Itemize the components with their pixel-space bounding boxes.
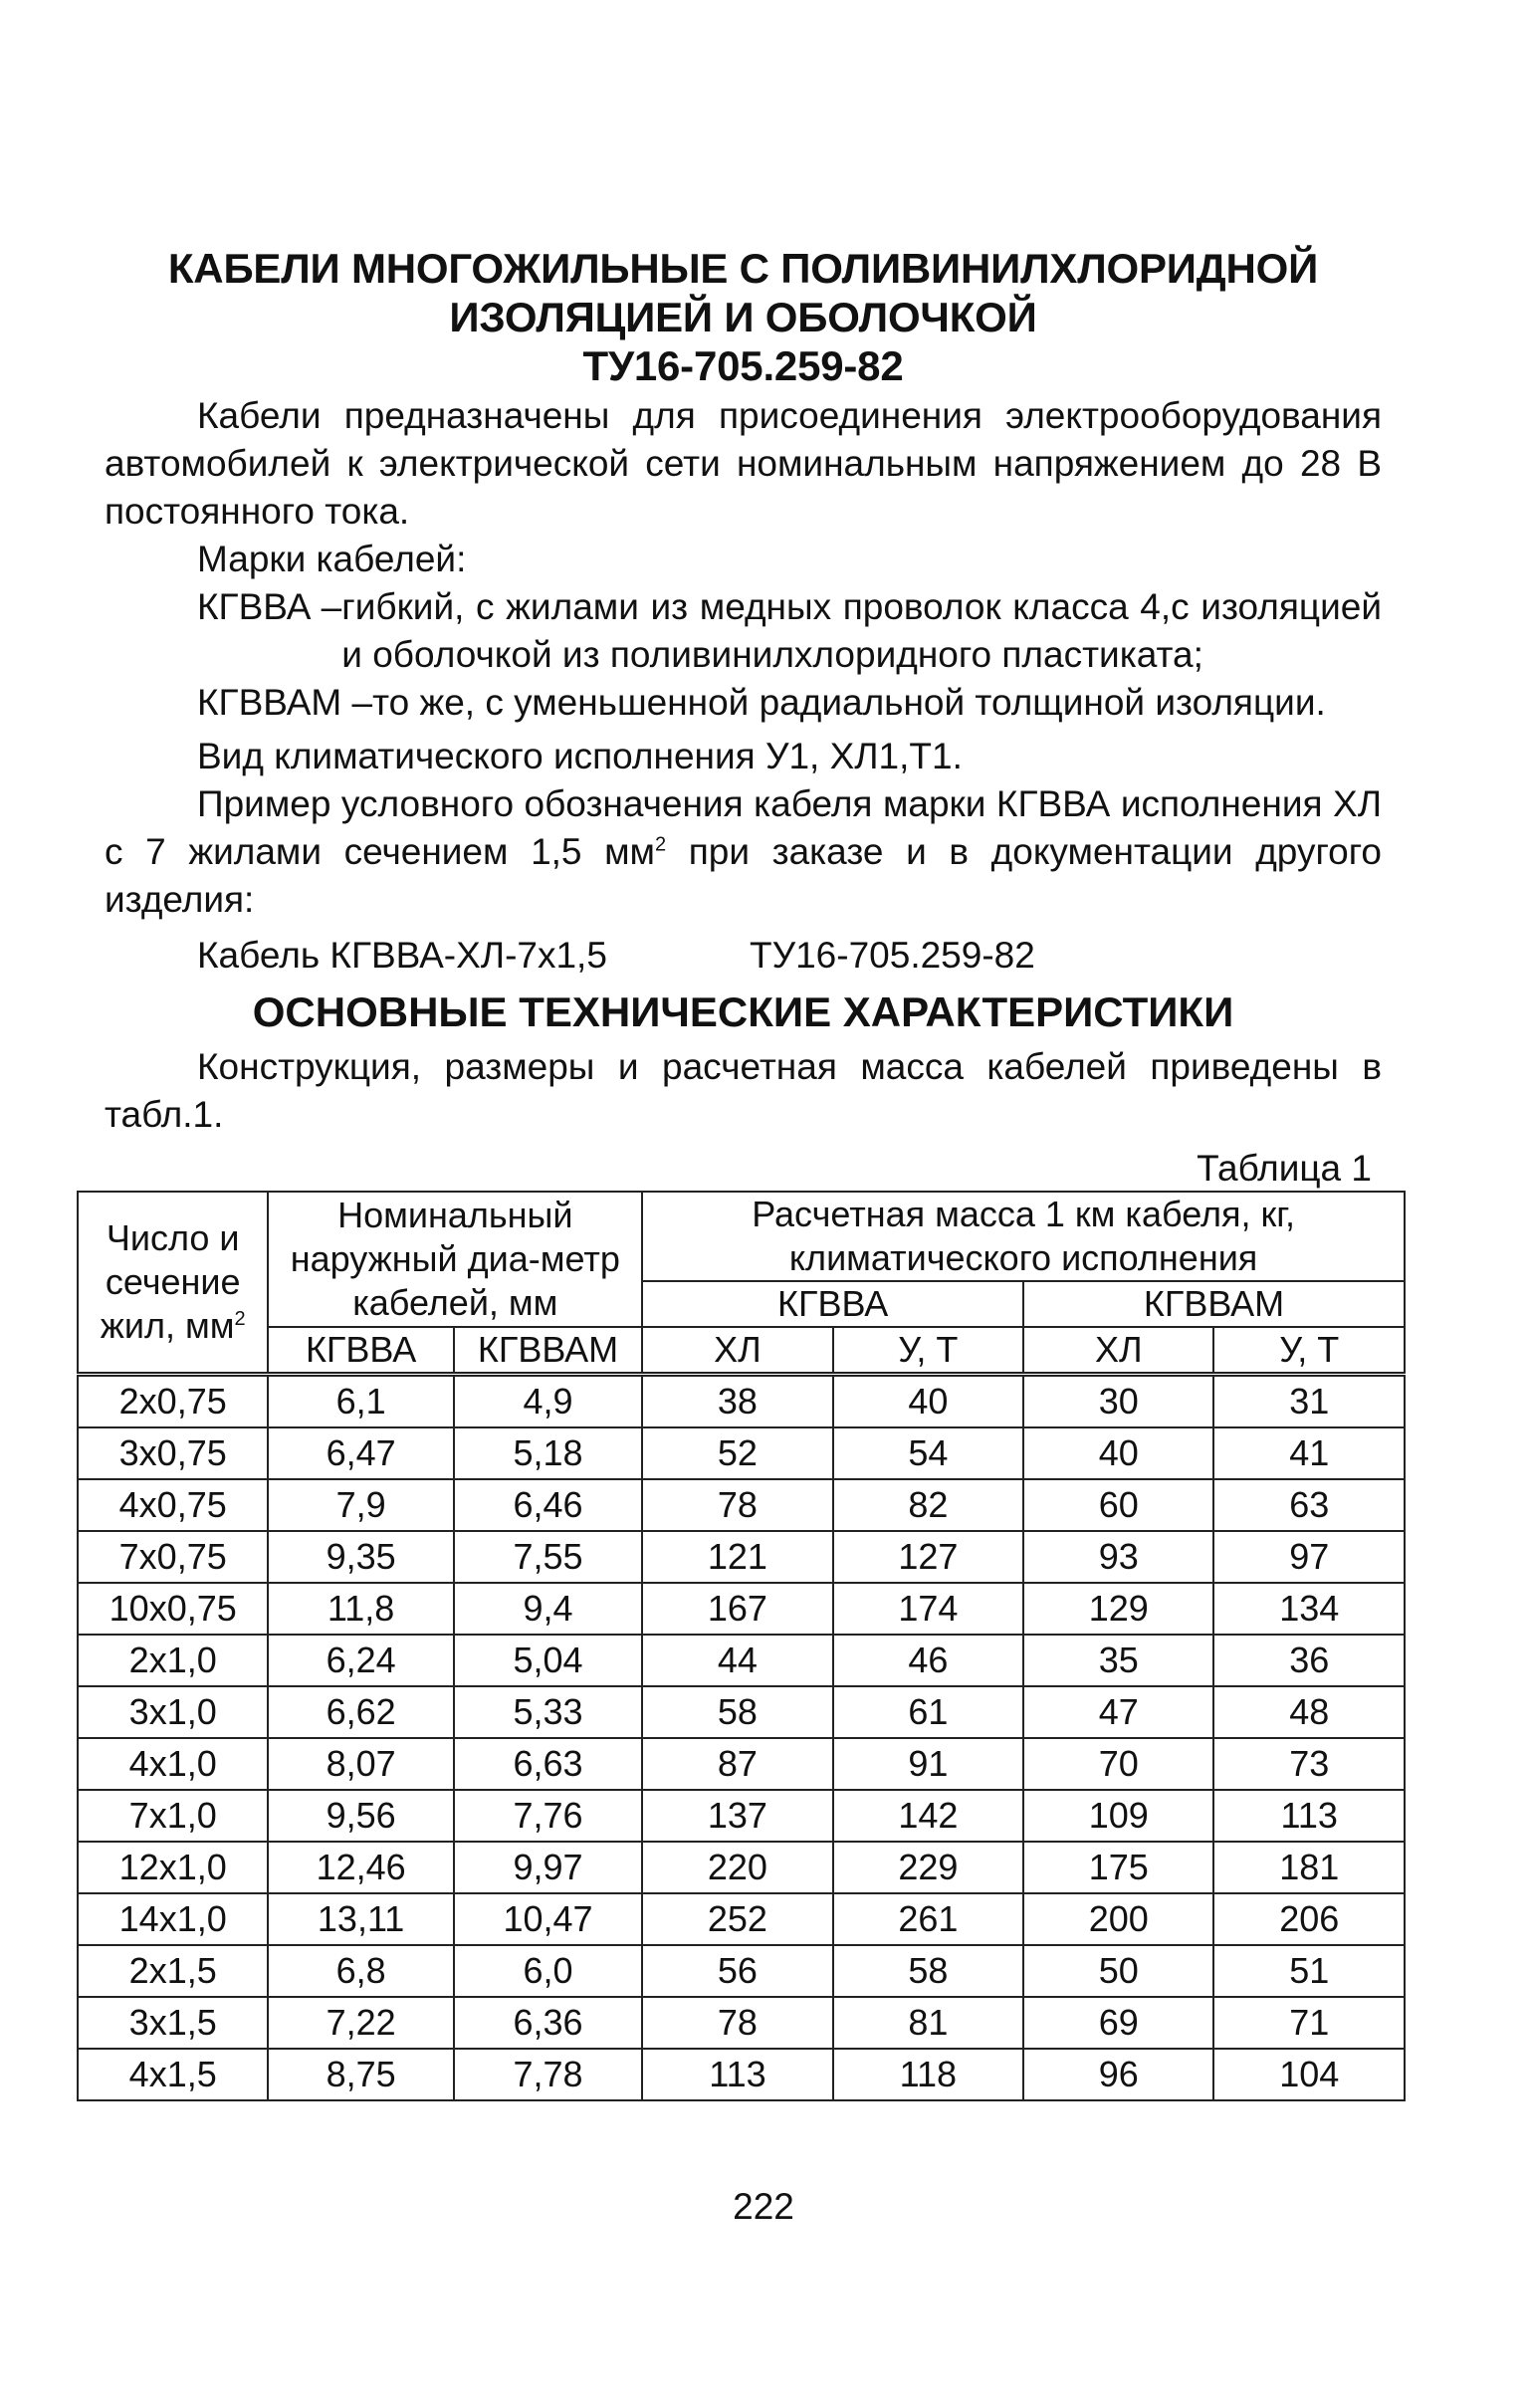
table-cell: 121 — [642, 1531, 832, 1583]
table-cell: 82 — [833, 1479, 1023, 1531]
table-cell: 113 — [1213, 1790, 1405, 1842]
table-cell: 31 — [1213, 1375, 1405, 1428]
section-title: ОСНОВНЫЕ ТЕХНИЧЕСКИЕ ХАРАКТЕРИСТИКИ — [252, 988, 1234, 1035]
header-diam-kgvvam: КГВВАМ — [454, 1327, 642, 1375]
table-cell: 44 — [642, 1635, 832, 1686]
table-cell: 4,9 — [454, 1375, 642, 1428]
example-designation: Кабель КГВВА-ХЛ-7х1,5 — [197, 935, 607, 976]
table-row — [78, 1635, 1405, 1686]
header-ut: У, Т — [1213, 1327, 1405, 1375]
table-cell: 3x1,0 — [78, 1686, 268, 1738]
header-mass: Расчетная масса 1 км кабеля, кг, климатического исполнения — [642, 1192, 1405, 1281]
table-cell: 181 — [1213, 1842, 1405, 1893]
table-cell: 40 — [1023, 1427, 1213, 1479]
table-cell: 41 — [1213, 1427, 1405, 1479]
example-designation-line — [105, 932, 1382, 980]
table-cell: 40 — [833, 1375, 1023, 1428]
example-text-after: при заказе и в документации другого изделия: — [105, 831, 1382, 920]
table-cell: 6,46 — [454, 1479, 642, 1531]
table-cell: 54 — [833, 1427, 1023, 1479]
table-cell: 229 — [833, 1842, 1023, 1893]
table-row — [78, 1531, 1405, 1583]
header-diam-kgvva: КГВВА — [268, 1327, 453, 1375]
table-cell: 61 — [833, 1686, 1023, 1738]
table-row — [78, 1427, 1405, 1479]
table-cell: 6,36 — [454, 1997, 642, 2049]
table-cell: 87 — [642, 1738, 832, 1790]
table-cell: 3x1,5 — [78, 1997, 268, 2049]
page-number: 222 — [733, 2186, 794, 2227]
table-cell: 7,9 — [268, 1479, 453, 1531]
table-cell: 9,56 — [268, 1790, 453, 1842]
brand-term: КГВВА – — [197, 586, 342, 627]
table-cell: 47 — [1023, 1686, 1213, 1738]
table-cell: 220 — [642, 1842, 832, 1893]
title-spec: ТУ16-705.259-82 — [582, 342, 904, 389]
brands-heading: Марки кабелей: — [197, 539, 467, 579]
example-text-before: Пример условного обозначения кабеля марки КГВВА исполнения ХЛ с 7 жилами сечением 1,5 мм — [105, 783, 1382, 872]
table-cell: 46 — [833, 1635, 1023, 1686]
table-cell: 71 — [1213, 1997, 1405, 2049]
table-cell: 60 — [1023, 1479, 1213, 1531]
table-cell: 70 — [1023, 1738, 1213, 1790]
table-cell: 12,46 — [268, 1842, 453, 1893]
table-cell: 6,1 — [268, 1375, 453, 1428]
table-cell: 38 — [642, 1375, 832, 1428]
table-cell: 6,24 — [268, 1635, 453, 1686]
brand-term: КГВВАМ – — [197, 682, 373, 723]
table-row — [78, 1893, 1405, 1945]
table-cell: 3x0,75 — [78, 1427, 268, 1479]
header-ut: У, Т — [833, 1327, 1023, 1375]
table-cell: 48 — [1213, 1686, 1405, 1738]
table-cell: 35 — [1023, 1635, 1213, 1686]
header-count: Число и сечение жил, $мм^2$ — [78, 1192, 268, 1375]
table-cell: 4x0,75 — [78, 1479, 268, 1531]
example-paragraph — [105, 780, 1382, 924]
climate-text: Вид климатического исполнения У1, ХЛ1,Т1. — [197, 736, 963, 776]
header-hl: ХЛ — [1023, 1327, 1213, 1375]
table-cell: 129 — [1023, 1583, 1213, 1635]
table-cell: 36 — [1213, 1635, 1405, 1686]
table-cell: 91 — [833, 1738, 1023, 1790]
table-body — [78, 1375, 1405, 2101]
table-row — [78, 1997, 1405, 2049]
table-cell: 93 — [1023, 1531, 1213, 1583]
table-cell: 69 — [1023, 1997, 1213, 2049]
table-cell: 9,97 — [454, 1842, 642, 1893]
table-cell: 6,0 — [454, 1945, 642, 1997]
table-cell: 58 — [642, 1686, 832, 1738]
table-cell: 167 — [642, 1583, 832, 1635]
table-cell: 4x1,5 — [78, 2049, 268, 2100]
table-cell: 134 — [1213, 1583, 1405, 1635]
table-cell: 2x0,75 — [78, 1375, 268, 1428]
table-cell: 78 — [642, 1479, 832, 1531]
example-sup: 2 — [655, 833, 667, 856]
table-cell: 5,18 — [454, 1427, 642, 1479]
table-cell: 252 — [642, 1893, 832, 1945]
table-cell: 52 — [642, 1427, 832, 1479]
table-cell: 12x1,0 — [78, 1842, 268, 1893]
table-row — [78, 1479, 1405, 1531]
table-cell: 9,35 — [268, 1531, 453, 1583]
table-cell: 14x1,0 — [78, 1893, 268, 1945]
table-cell: 7,22 — [268, 1997, 453, 2049]
header-hl: ХЛ — [642, 1327, 832, 1375]
table-cell: 142 — [833, 1790, 1023, 1842]
table-cell: 7x1,0 — [78, 1790, 268, 1842]
table-cell: 97 — [1213, 1531, 1405, 1583]
table-cell: 261 — [833, 1893, 1023, 1945]
table-cell: 11,8 — [268, 1583, 453, 1635]
table-row — [78, 1686, 1405, 1738]
page-content — [100, 244, 1382, 2101]
table-cell: 137 — [642, 1790, 832, 1842]
table-cell: 30 — [1023, 1375, 1213, 1428]
table-cell: 2x1,0 — [78, 1635, 268, 1686]
brand-item — [105, 583, 1382, 679]
brand-desc: гибкий, с жилами из медных проволок класса 4,с изоляцией и оболочкой из поливинилхлоридного пластиката; — [341, 586, 1382, 675]
table-cell: 104 — [1213, 2049, 1405, 2100]
table-cell: 113 — [642, 2049, 832, 2100]
table-cell: 6,8 — [268, 1945, 453, 1997]
table-cell: 51 — [1213, 1945, 1405, 1997]
header-count-sup: 2 — [234, 1308, 246, 1330]
table-cell: 118 — [833, 2049, 1023, 2100]
title-line-1: КАБЕЛИ МНОГОЖИЛЬНЫЕ С ПОЛИВИНИЛХЛОРИДНОЙ — [167, 245, 1319, 292]
table-cell: 175 — [1023, 1842, 1213, 1893]
table-cell: 5,04 — [454, 1635, 642, 1686]
table-cell: 174 — [833, 1583, 1023, 1635]
table-caption: Таблица 1 — [1197, 1148, 1372, 1189]
header-diameter: Номинальный наружный диа-метр кабелей, мм — [268, 1192, 642, 1327]
title-line-2: ИЗОЛЯЦИЕЙ И ОБОЛОЧКОЙ — [449, 294, 1037, 340]
document-title — [105, 244, 1382, 390]
table-cell: 58 — [833, 1945, 1023, 1997]
table-cell: 6,62 — [268, 1686, 453, 1738]
table-cell: 2x1,5 — [78, 1945, 268, 1997]
header-mass-kgvvam: КГВВАМ — [1023, 1281, 1405, 1327]
table-cell: 206 — [1213, 1893, 1405, 1945]
table-cell: 9,4 — [454, 1583, 642, 1635]
brand-desc: то же, с уменьшенной радиальной толщиной изоляции. — [372, 682, 1326, 723]
table-cell: 6,47 — [268, 1427, 453, 1479]
table-cell: 10,47 — [454, 1893, 642, 1945]
table-cell: 8,07 — [268, 1738, 453, 1790]
table-cell: 81 — [833, 1997, 1023, 2049]
cable-table — [77, 1191, 1406, 2101]
table-cell: 13,11 — [268, 1893, 453, 1945]
table-cell: 96 — [1023, 2049, 1213, 2100]
header-mass-kgvva: КГВВА — [642, 1281, 1023, 1327]
table-cell: 7x0,75 — [78, 1531, 268, 1583]
table-cell: 6,63 — [454, 1738, 642, 1790]
table-cell: 73 — [1213, 1738, 1405, 1790]
table-cell: 4x1,0 — [78, 1738, 268, 1790]
example-spec: ТУ16-705.259-82 — [750, 935, 1035, 976]
table-cell: 7,55 — [454, 1531, 642, 1583]
table-cell: 5,33 — [454, 1686, 642, 1738]
table-row — [78, 1842, 1405, 1893]
section-text: Конструкция, размеры и расчетная масса кабелей приведены в табл.1. — [105, 1046, 1382, 1135]
table-cell: 7,78 — [454, 2049, 642, 2100]
table-cell: 78 — [642, 1997, 832, 2049]
table-cell: 127 — [833, 1531, 1023, 1583]
table-row — [78, 1790, 1405, 1842]
table-row — [78, 1738, 1405, 1790]
table-cell: 50 — [1023, 1945, 1213, 1997]
table-row — [78, 1583, 1405, 1635]
intro-paragraph: Кабели предназначены для присоединения электрооборудования автомобилей к электрической сети номинальным напряжением до 28 В постоянного тока. — [105, 395, 1382, 532]
table-cell: 200 — [1023, 1893, 1213, 1945]
table-cell: 8,75 — [268, 2049, 453, 2100]
brand-item — [105, 679, 1382, 727]
table-row — [78, 2049, 1405, 2100]
table-cell: 109 — [1023, 1790, 1213, 1842]
table-cell: 10x0,75 — [78, 1583, 268, 1635]
table-cell: 7,76 — [454, 1790, 642, 1842]
table-row — [78, 1375, 1405, 1428]
table-row — [78, 1945, 1405, 1997]
table-cell: 63 — [1213, 1479, 1405, 1531]
table-cell: 56 — [642, 1945, 832, 1997]
